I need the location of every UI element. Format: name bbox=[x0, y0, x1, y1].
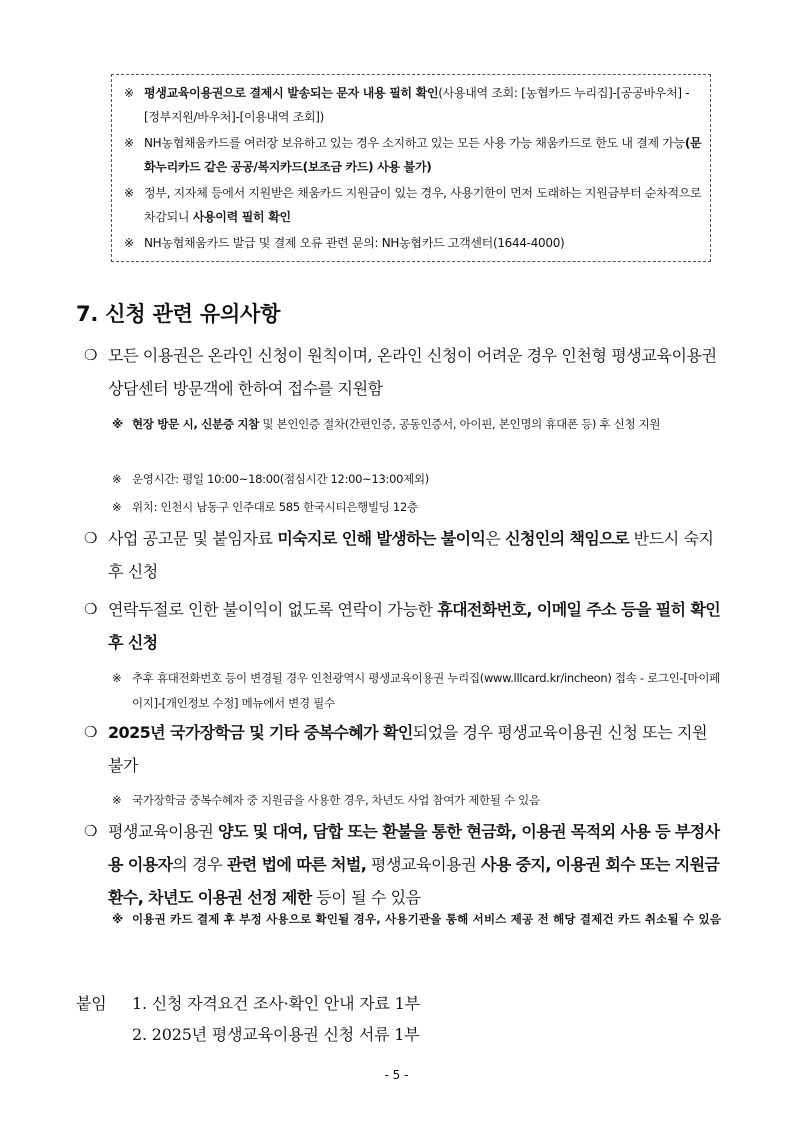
sub-text: 위치: 인천시 남동구 인주대로 585 한국시티은행빌딩 12층 bbox=[132, 500, 418, 514]
sub-note bbox=[112, 666, 722, 716]
item-bold-text: 사용 중지, 이용권 회수 또는 지원금 환수, 차년도 이용권 선정 제한 bbox=[108, 855, 720, 907]
reference-mark: ※ bbox=[124, 186, 134, 200]
reference-mark: ※ bbox=[112, 671, 122, 685]
list-item bbox=[84, 339, 724, 405]
reference-mark: ※ bbox=[124, 86, 134, 100]
item-text: 평생교육이용권 bbox=[366, 855, 481, 874]
item-text: 되었을 경우 평생교육이용권 신청 또는 지원 불가 bbox=[108, 723, 708, 775]
notice-item bbox=[124, 231, 702, 255]
item-text: 연락두절로 인한 불이익이 없도록 연락이 가능한 bbox=[108, 600, 438, 619]
notice-box bbox=[111, 74, 711, 262]
attachment-line bbox=[76, 989, 420, 1019]
sub-note bbox=[112, 412, 722, 437]
attachment-line bbox=[132, 1020, 420, 1050]
bullet-icon: ❍ bbox=[84, 529, 98, 547]
notice-item bbox=[124, 181, 702, 229]
item-bold-text: 2025년 국가장학금 및 기타 중복수혜가 확인 bbox=[108, 723, 413, 742]
sub-text: 운영시간: 평일 10:00~18:00(점심시간 12:00~13:00제외) bbox=[132, 472, 429, 486]
notice-bold-text: 사용이력 필히 확인 bbox=[192, 210, 291, 224]
notice-item bbox=[124, 81, 702, 129]
list-item bbox=[84, 716, 724, 782]
attachment-item: 2. 2025년 평생교육이용권 신청 서류 1부 bbox=[132, 1025, 420, 1044]
item-text: 등이 될 수 있음 bbox=[311, 888, 421, 907]
reference-mark: ※ bbox=[112, 472, 122, 486]
sub-text: 국가장학금 중복수혜자 중 지원금을 사용한 경우, 차년도 사업 참여가 제한될 수 있음 bbox=[132, 793, 540, 807]
list-item bbox=[84, 815, 724, 914]
item-bold-text: 양도 및 대여, 담합 또는 환불을 통한 현금화, 이용권 목적외 사용 등 부정사용 이용자 bbox=[108, 822, 720, 874]
notice-text: (사용내역 조회: [농협카드 누리집]-[공공바우처] - [정부지원/바우처]-[이용내역 조회]) bbox=[144, 86, 690, 124]
bullet-icon: ❍ bbox=[84, 822, 98, 840]
sub-note bbox=[112, 788, 722, 813]
item-text: 은 bbox=[485, 529, 506, 548]
item-bold-text: 미숙지로 인해 발생하는 불이익 bbox=[277, 529, 486, 548]
item-text: 사업 공고문 및 붙임자료 bbox=[108, 529, 278, 548]
sub-note bbox=[112, 907, 722, 932]
section-title: 7. 신청 관련 유의사항 bbox=[76, 302, 281, 326]
item-bold-text: 관련 법에 따른 처벌, bbox=[226, 855, 367, 874]
sub-bold-text: 현장 방문 시, 신분증 지참 bbox=[132, 417, 259, 431]
reference-mark: ※ bbox=[124, 136, 134, 150]
reference-mark: ※ bbox=[112, 912, 123, 926]
bullet-icon: ❍ bbox=[84, 600, 98, 618]
sub-note bbox=[112, 467, 722, 492]
notice-text: NH농협채움카드를 여러장 보유하고 있는 경우 소지하고 있는 모든 사용 가능 채움카드로 한도 내 결제 가능 bbox=[144, 136, 685, 150]
item-text: 반드시 숙지 후 신청 bbox=[108, 529, 714, 581]
reference-mark: ※ bbox=[112, 417, 123, 431]
notice-bold-text: 평생교육이용권으로 결제시 발송되는 문자 내용 필히 확인 bbox=[144, 86, 439, 100]
item-bold-text: 신청인의 책임으로 bbox=[505, 529, 629, 548]
item-text: 모든 이용권은 온라인 신청이 원칙이며, 온라인 신청이 어려운 경우 인천형 평생교육이용권 상담센터 방문객에 한하여 접수를 지원함 bbox=[108, 346, 717, 398]
bullet-icon: ❍ bbox=[84, 723, 98, 741]
list-item bbox=[84, 522, 724, 588]
list-item bbox=[84, 593, 724, 659]
reference-mark: ※ bbox=[124, 236, 134, 250]
notice-text: 정부, 지자체 등에서 지원받은 채움카드 지원금이 있는 경우, 사용기한이 먼저 도래하는 지원금부터 순차적으로 차감되니 bbox=[144, 186, 702, 224]
page-number: - 5 - bbox=[384, 1068, 409, 1082]
item-text: 의 경우 bbox=[172, 855, 227, 874]
attachment-label: 붙임 bbox=[76, 994, 107, 1013]
sub-text: 이용권 카드 결제 후 부정 사용으로 확인될 경우, 사용기관을 통해 서비스 제공 전 해당 결제건 카드 취소될 수 있음 bbox=[132, 912, 722, 926]
attachment-item: 1. 신청 자격요건 조사·확인 안내 자료 1부 bbox=[132, 994, 420, 1013]
notice-bold-text: (문화누리카드 같은 공공/복지카드(보조금 카드) 사용 불가) bbox=[144, 136, 702, 174]
item-text: 평생교육이용권 bbox=[108, 822, 219, 841]
reference-mark: ※ bbox=[112, 500, 122, 514]
reference-mark: ※ bbox=[112, 793, 122, 807]
sub-text: 및 본인인증 절차(간편인증, 공동인증서, 아이핀, 본인명의 휴대폰 등) 후 신청 지원 bbox=[258, 417, 661, 431]
notice-item bbox=[124, 131, 702, 179]
item-bold-text: 휴대전화번호, 이메일 주소 등을 필히 확인 후 신청 bbox=[108, 600, 721, 652]
bullet-icon: ❍ bbox=[84, 346, 98, 364]
sub-note bbox=[112, 495, 722, 520]
notice-text: NH농협채움카드 발급 및 결제 오류 관련 문의: NH농협카드 고객센터(1644-4000) bbox=[144, 236, 565, 250]
sub-text: 추후 휴대전화번호 등이 변경될 경우 인천광역시 평생교육이용권 누리집(www.lllcard.kr/incheon) 접속 - 로그인-[마이페이지]-[개인정보 수정] 메뉴에서 변경 필수 bbox=[132, 671, 720, 710]
